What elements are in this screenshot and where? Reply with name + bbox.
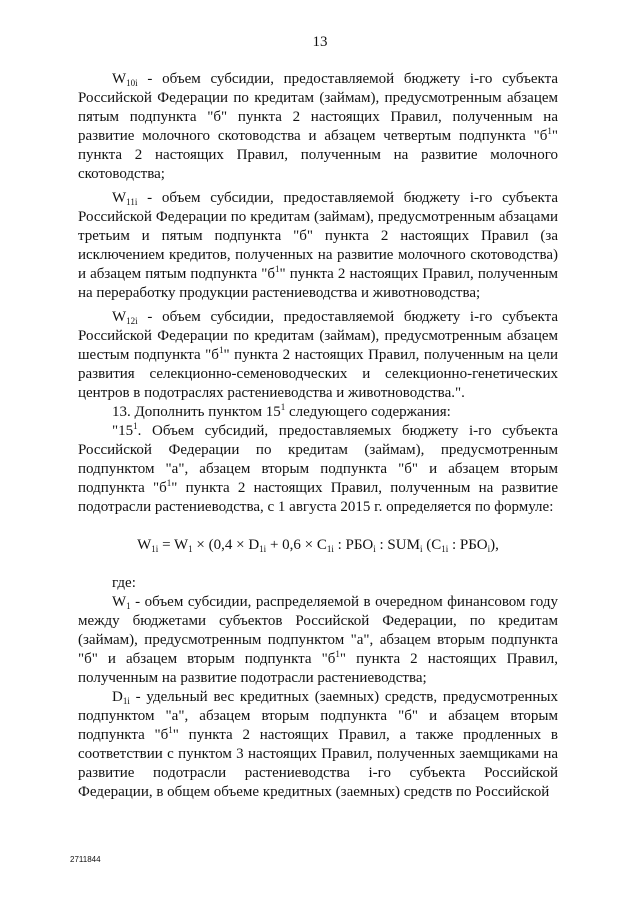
paragraph-d1-definition: $D_{1i}$ - удельный вес кредитных (заемных) средств, предусмотренных подпунктом "а", абзацем вторым подпункта "б" и абзацем вторым подпункта "$б^1$" пункта 2 настоящих Правил, а также продленных в соответствии с пунктом 3 настоящих Правил, полученных заемщиками на развитие подотрасли растениеводства i-го субъекта Российской Федерации, в общем объеме кредитных (заемных) средств по Российской [78, 689, 558, 800]
paragraph-item-15-1: "$15^1$. Объем субсидий, предоставляемых бюджету i-го субъекта Российской Федерации по кредитам (займам), предусмотренным подпунктом "а", абзацем вторым подпункта "б" и абзацем вторым подпункта "$б^1$" пункта 2 настоящих Правил, полученным на развитие подотрасли растениеводства, с 1 августа 2015 г. определяется по формуле: [78, 421, 558, 515]
page-number: 13 [312, 34, 328, 50]
where-label: где: [112, 575, 136, 591]
paragraph-w10: $W_{10i}$ - объем субсидии, предоставляемой бюджету i-го субъекта Российской Федерации по кредитам (займам), предусмотренным абзацем пятым подпункта "б" пункта 2 настоящих Правил, полученным на развитие молочного скотоводства и абзацем четвертым подпункта "$б^1$" пункта 2 настоящих Правил, полученным на развитие молочного скотоводства; [78, 71, 558, 182]
paragraph-w12: $W_{12i}$ - объем субсидии, предоставляемой бюджету i-го субъекта Российской Федерации по кредитам (займам), предусмотренным абзацем шестым подпункта "$б^1$" пункта 2 настоящих Правил, полученным на цели развития селекционно-семеноводческих и селекционно-генетических центров в подотраслях растениеводства и животноводства.". [78, 309, 558, 401]
document-id: 2711844 [70, 855, 101, 864]
formula: $W_{1i} = W_1 \times (0,4 \times D_{1i} + 0,6 \times C_{1i}$ : $РБО_i$ : $SUM_i$ ($C_{1i}$ : $РБО_i$), [137, 537, 499, 554]
paragraph-w11: $W_{11i}$ - объем субсидии, предоставляемой бюджету i-го субъекта Российской Федерации по кредитам (займам), предусмотренным абзацами третьим и пятым подпункта "б" пункта 2 настоящих Правил (за исключением кредитов, полученных на развитие молочного скотоводства) и абзацем пятым подпункта "$б^1$" пункта 2 настоящих Правил, полученным на переработку продукции растениеводства и животноводства; [78, 190, 558, 301]
paragraph-item-13: 13. Дополнить пунктом $15^1$ следующего содержания: [112, 402, 451, 420]
document-body [78, 70, 558, 802]
paragraph-w1-definition: $W_1$ - объем субсидии, распределяемой в очередном финансовом году между бюджетами субъектов Российской Федерации, по кредитам (займам), предусмотренным подпунктом "а", абзацем вторым подпункта "б" и абзацем вторым подпункта "$б^1$" пункта 2 настоящих Правил, полученным на развитие подотрасли растениеводства; [78, 594, 558, 686]
